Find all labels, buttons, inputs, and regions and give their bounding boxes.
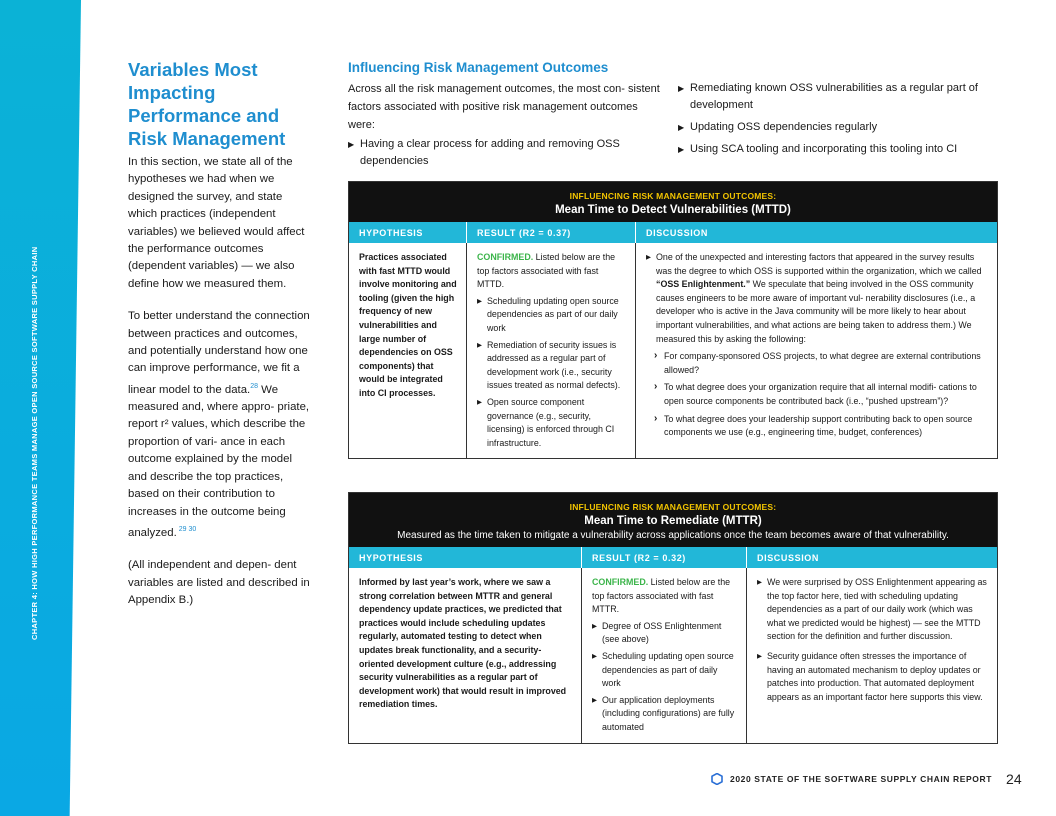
col-result: RESULT (R2 = 0.32) bbox=[582, 547, 747, 568]
table-title: Mean Time to Detect Vulnerabilities (MTTD) bbox=[555, 204, 791, 216]
col-hypothesis: HYPOTHESIS bbox=[349, 547, 582, 568]
list-item: › For company-sponsored OSS projects, to what degree are external contributions allowed? bbox=[646, 350, 989, 377]
table-columns bbox=[349, 547, 997, 568]
mttd-table bbox=[348, 181, 998, 459]
discussion-text-b: We speculate that being involved in the OSS community causes engineers to be more aware of important vul- nerability disclosures (i.e., a developer who is active in the Java community will be more likely to hear about important vulnerabilities, and what actions are being taken to address them.) We measured this by asking the following: bbox=[656, 279, 976, 344]
list-item: ▶ Having a clear process for adding and removing OSS dependencies bbox=[348, 136, 660, 170]
list-item: ▶ Using SCA tooling and incorporating this tooling into CI bbox=[678, 141, 1008, 158]
table-row bbox=[349, 568, 997, 743]
mttr-table bbox=[348, 492, 998, 744]
method-text-a: To better understand the connection between practices and outcomes, and potentially understand how one can improve performance, we fit a linear model to the data. bbox=[128, 310, 310, 396]
table-row bbox=[349, 243, 997, 458]
appendix-note: (All independent and depen- dent variables are listed and described in Appendix B.) bbox=[128, 559, 310, 606]
page-footer bbox=[711, 771, 1022, 787]
list-item: ▶ Our application deployments (including configurations) are fully automated bbox=[592, 694, 738, 735]
list-item: ▶ Updating OSS dependencies regularly bbox=[678, 119, 1008, 136]
oss-enlightenment-term: “OSS Enlightenment.” bbox=[656, 279, 751, 290]
page-number: 24 bbox=[1006, 771, 1022, 787]
list-item: ▶ Open source component governance (e.g., security, licensing) is enforced through CI infrastructure. bbox=[477, 396, 627, 450]
intro-block bbox=[348, 60, 660, 174]
footnote-ref[interactable]: 28 bbox=[250, 382, 259, 390]
col-discussion: DISCUSSION bbox=[646, 228, 709, 238]
list-item: ▶ Remediation of security issues is addressed as a regular part of development work (i.e., security issues treated as normal defects). bbox=[477, 339, 627, 393]
confirmed-label: CONFIRMED. bbox=[477, 252, 534, 262]
method-paragraph bbox=[128, 308, 311, 542]
intro-title: Influencing Risk Management Outcomes bbox=[348, 60, 609, 75]
list-item: ▶ Scheduling updating open source dependencies as part of our daily work bbox=[477, 295, 627, 336]
col-result: RESULT (R2 = 0.37) bbox=[467, 222, 636, 243]
section-title: Variables Most Impacting Performance and Risk Management bbox=[128, 59, 286, 149]
hypothesis-cell: Practices associated with fast MTTD would involve monitoring and tooling (given the high frequency of new vulnerabilities and large number of dependencies on OSS components) that would be integrated into CI processes. bbox=[349, 243, 467, 458]
discussion-cell bbox=[636, 243, 997, 458]
list-item: ▶ Degree of OSS Enlightenment (see above) bbox=[592, 620, 738, 647]
table-title: Mean Time to Remediate (MTTR) bbox=[584, 515, 762, 527]
hypothesis-cell: Informed by last year’s work, where we saw a strong correlation between MTTR and general dependency update practices, we predicted that practices would include scheduling updates regularly, automated testing to detect when updates break functionality, and a security-oriented development culture (e.g., addressing security vulnerabilities as a regular part of development work) that would result in improved remediation times. bbox=[349, 568, 582, 743]
table-subtitle: Measured as the time taken to mitigate a vulnerability across applications once the team becomes aware of that vulnerability. bbox=[397, 530, 949, 541]
method-text-b: We measured and, where appro- priate, report r² values, which describe the proportion of vari- ance in each outcome explained by the model and describe the top practices, based on their contribution to increases in the outcome being analyzed. bbox=[128, 383, 310, 539]
list-item: › To what degree does your organization require that all internal modifi- cations to open source components be contributed back (i.e., “pushed upstream”)? bbox=[646, 381, 989, 408]
list-item: › To what degree does your leadership support contributing back to open source components we use (e.g., engineering time, budget, conferences) bbox=[646, 413, 989, 440]
table-kicker: INFLUENCING RISK MANAGEMENT OUTCOMES: bbox=[569, 191, 777, 201]
discussion-text-a: One of the unexpected and interesting factors that appeared in the survey results was the degree to which OSS is supported within the organization, which we called bbox=[656, 252, 982, 276]
result-cell bbox=[582, 568, 747, 743]
table-columns bbox=[349, 222, 997, 243]
result-text: Listed below are the top factors associated with fast MTTD. bbox=[477, 252, 616, 290]
discussion-text bbox=[646, 251, 989, 346]
left-column bbox=[128, 58, 311, 624]
list-item: ▶ We were surprised by OSS Enlightenment appearing as the top factor here, tied with scheduling updating dependencies as a part of our daily work (which was what we predicted would be highest) — see the MTTD section for the definition and further discussion. bbox=[757, 576, 989, 644]
table-header bbox=[349, 493, 997, 547]
table-header bbox=[349, 182, 997, 222]
intro-text: Across all the risk management outcomes, the most con- sistent factors associated with positive risk management outcomes were: bbox=[348, 83, 660, 131]
hexagon-icon bbox=[711, 773, 723, 785]
col-hypothesis: HYPOTHESIS bbox=[349, 222, 467, 243]
list-item: ▶ Scheduling updating open source dependencies as part of daily work bbox=[592, 650, 738, 691]
list-item: ▶ Security guidance often stresses the importance of having an automated mechanism to deploy updates or patches into production. That automated deployment appears as an important factor here supports this view. bbox=[757, 650, 989, 704]
result-cell bbox=[467, 243, 636, 458]
footnote-ref[interactable]: 29 30 bbox=[176, 525, 197, 533]
intro-block-right bbox=[678, 80, 1008, 163]
table-kicker: INFLUENCING RISK MANAGEMENT OUTCOMES: bbox=[569, 502, 777, 512]
result-text: Listed below are the top factors associated with fast MTTR. bbox=[592, 577, 731, 615]
report-name: 2020 STATE OF THE SOFTWARE SUPPLY CHAIN REPORT bbox=[730, 774, 993, 784]
chapter-label: CHAPTER 4: HOW HIGH PERFORMANCE TEAMS MANAGE OPEN SOURCE SOFTWARE SUPPLY CHAIN bbox=[30, 246, 39, 640]
list-item: ▶ Remediating known OSS vulnerabilities as a regular part of development bbox=[678, 80, 1008, 114]
discussion-cell bbox=[747, 568, 997, 743]
intro-paragraph: In this section, we state all of the hypotheses we had when we designed the survey, and state which practices (independent variables) we believed would affect the performance outcomes (dependent variables) — we also define how we measured them. bbox=[128, 156, 305, 290]
col-discussion: DISCUSSION bbox=[757, 553, 820, 563]
side-bar bbox=[0, 0, 81, 816]
confirmed-label: CONFIRMED. bbox=[592, 577, 649, 587]
